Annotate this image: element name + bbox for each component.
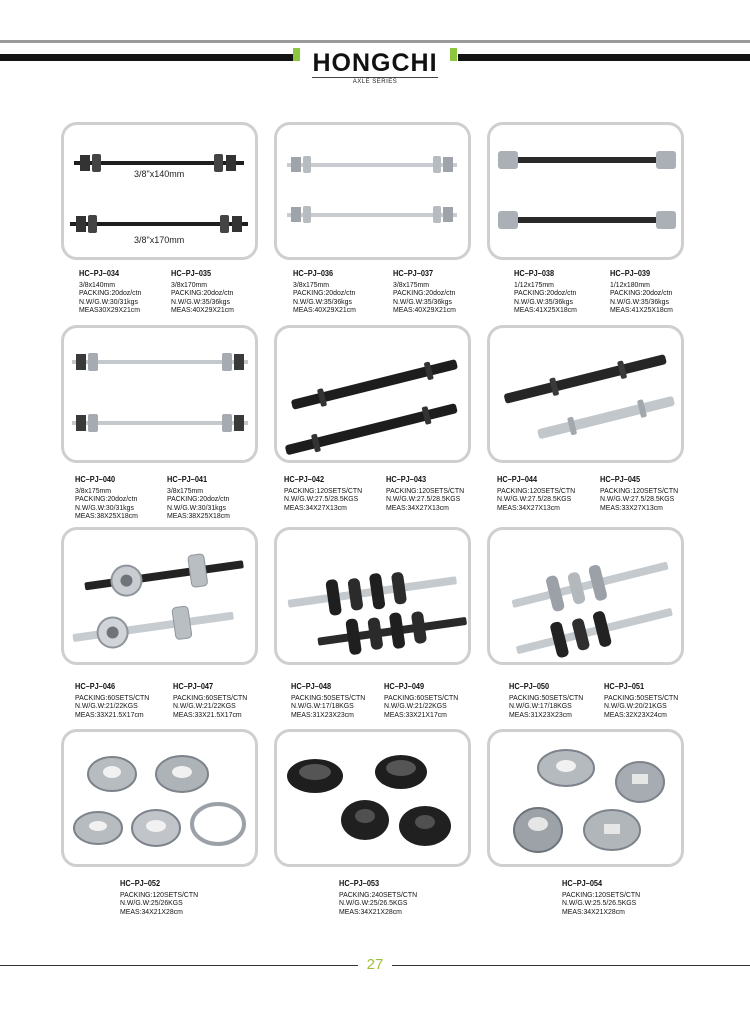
crank-black-photo: [277, 530, 468, 668]
axle-threaded-180: [498, 211, 676, 229]
cup-black-4: [399, 806, 451, 846]
spec-040: HC–PJ–040 3/8x175mm PACKING:20doz/ctn N.W/G.W:30/31kgs MEAS:38X25X18cm: [75, 475, 138, 521]
header-rule-top: [0, 40, 750, 43]
crank-spindle-1: [286, 562, 459, 621]
cup-zinc-2: [616, 762, 664, 802]
page-number: 27: [366, 956, 384, 973]
axle-chrome-1: [72, 353, 248, 371]
axle-silver-2: [287, 206, 457, 223]
spec-046: HC–PJ–046 PACKING:60SETS/CTN N.W/G.W:21/22KGS MEAS:33X21.5X17cm: [75, 682, 150, 719]
product-photo-050-051: [487, 527, 684, 665]
axle-silver-1: [287, 156, 457, 173]
spindle-black-2: [284, 399, 459, 459]
series-title: AXLE SERIES: [352, 79, 398, 85]
lock-ring: [192, 804, 244, 844]
spec-039: HC–PJ–039 1/12x180mm PACKING:20doz/ctn N.W/G.W:35/36kgs MEAS:41X25X18cm: [610, 269, 673, 315]
cup-black-1: [287, 759, 343, 793]
cup-silver-4: [132, 810, 180, 846]
product-photo-038-039: [487, 122, 684, 260]
spec-035: HC–PJ–035 3/8x170mm PACKING:20doz/ctn N.W/G.W:35/36kgs MEAS:40X29X21cm: [171, 269, 234, 315]
product-photo-036-037: [274, 122, 471, 260]
spec-034: HC–PJ–034 3/8x140mm PACKING:20doz/ctn N.W/G.W:30/31kgs MEAS30X29X21cm: [79, 269, 142, 315]
spindle-black-1: [290, 355, 459, 414]
cup-spindle-black: [83, 548, 246, 602]
spindle-black-3: [503, 350, 668, 408]
axle-chrome-2: [72, 414, 248, 432]
spec-042: HC–PJ–042 PACKING:120SETS/CTN N.W/G.W:27.5/28.5KGS MEAS:34X27X13cm: [284, 475, 363, 512]
cup-zinc-4: [584, 810, 640, 850]
spec-036: HC–PJ–036 3/8x175mm PACKING:20doz/ctn N.W/G.W:35/36kgs MEAS:40X29X21cm: [293, 269, 356, 315]
spindle-mixed-photo: [490, 328, 681, 466]
cup-set-zinc-photo: [490, 732, 681, 870]
cup-silver-1: [88, 757, 136, 791]
spec-047: HC–PJ–047 PACKING:60SETS/CTN N.W/G.W:21/22KGS MEAS:33X21.5X17cm: [173, 682, 248, 719]
cup-silver-2: [156, 756, 208, 792]
spec-045: HC–PJ–045 PACKING:120SETS/CTN N.W/G.W:27.5/28.5KGS MEAS:33X27X13cm: [600, 475, 679, 512]
axle-chrome-photo: [64, 328, 255, 466]
spec-054: HC–PJ–054 PACKING:120SETS/CTN N.W/G.W:25.5/26.5KGS MEAS:34X21X28cm: [562, 879, 641, 916]
cup-black-2: [375, 755, 427, 789]
product-photo-052: [61, 729, 258, 867]
spec-038: HC–PJ–038 1/12x175mm PACKING:20doz/ctn N.W/G.W:35/36kgs MEAS:41X25X18cm: [514, 269, 577, 315]
cup-black-3: [341, 800, 389, 840]
product-photo-044-045: [487, 325, 684, 463]
spindle-black-photo: [277, 328, 468, 466]
spec-044: HC–PJ–044 PACKING:120SETS/CTN N.W/G.W:27.5/28.5KGS MEAS:34X27X13cm: [497, 475, 576, 512]
spec-043: HC–PJ–043 PACKING:120SETS/CTN N.W/G.W:27.5/28.5KGS MEAS:34X27X13cm: [386, 475, 465, 512]
caption-170mm: 3/8"x170mm: [134, 235, 185, 245]
product-photo-042-043: [274, 325, 471, 463]
series-divider: [312, 77, 438, 78]
axle-black-170: [70, 215, 248, 233]
axle-threaded-175: [498, 151, 676, 169]
cup-zinc-1: [538, 750, 594, 786]
spec-050: HC–PJ–050 PACKING:50SETS/CTN N.W/G.W:17/18KGS MEAS:31X23X23cm: [509, 682, 584, 719]
product-photo-034-035: [61, 122, 258, 260]
cup-zinc-3: [514, 808, 562, 852]
spec-053: HC–PJ–053 PACKING:240SETS/CTN N.W/G.W:25/26.5KGS MEAS:34X21X28cm: [339, 879, 418, 916]
spindle-silver-1: [536, 392, 676, 443]
spec-052: HC–PJ–052 PACKING:120SETS/CTN N.W/G.W:25/26KGS MEAS:34X21X28cm: [120, 879, 199, 916]
cup-spindle-silver: [71, 600, 236, 654]
product-photo-053: [274, 729, 471, 867]
product-photo-046-047: [61, 527, 258, 665]
product-photo-040-041: [61, 325, 258, 463]
crank-spindle-3: [508, 548, 672, 622]
spec-037: HC–PJ–037 3/8x175mm PACKING:20doz/ctn N.W/G.W:35/36kgs MEAS:40X29X21cm: [393, 269, 456, 315]
cup-spindle-photo: [64, 530, 255, 668]
cup-silver-3: [74, 812, 122, 844]
spec-049: HC–PJ–049 PACKING:60SETS/CTN N.W/G.W:21/22KGS MEAS:33X21X17cm: [384, 682, 459, 719]
cup-set-black-photo: [277, 732, 468, 870]
crank-silver-photo: [490, 530, 681, 668]
caption-140mm: 3/8"x140mm: [134, 169, 185, 179]
axle-threaded-photo: [490, 125, 681, 257]
spec-048: HC–PJ–048 PACKING:50SETS/CTN N.W/G.W:17/18KGS MEAS:31X23X23cm: [291, 682, 366, 719]
cup-set-silver-photo: [64, 732, 255, 870]
product-photo-054: [487, 729, 684, 867]
product-photo-048-049: [274, 527, 471, 665]
crank-spindle-4: [512, 594, 676, 668]
brand-title: HONGCHI: [312, 49, 438, 77]
spec-051: HC–PJ–051 PACKING:50SETS/CTN N.W/G.W:20/21KGS MEAS:32X23X24cm: [604, 682, 679, 719]
spec-041: HC–PJ–041 3/8x175mm PACKING:20doz/ctn N.W/G.W:30/31kgs MEAS:38X25X18cm: [167, 475, 230, 521]
axle-silver-photo: [277, 125, 468, 257]
